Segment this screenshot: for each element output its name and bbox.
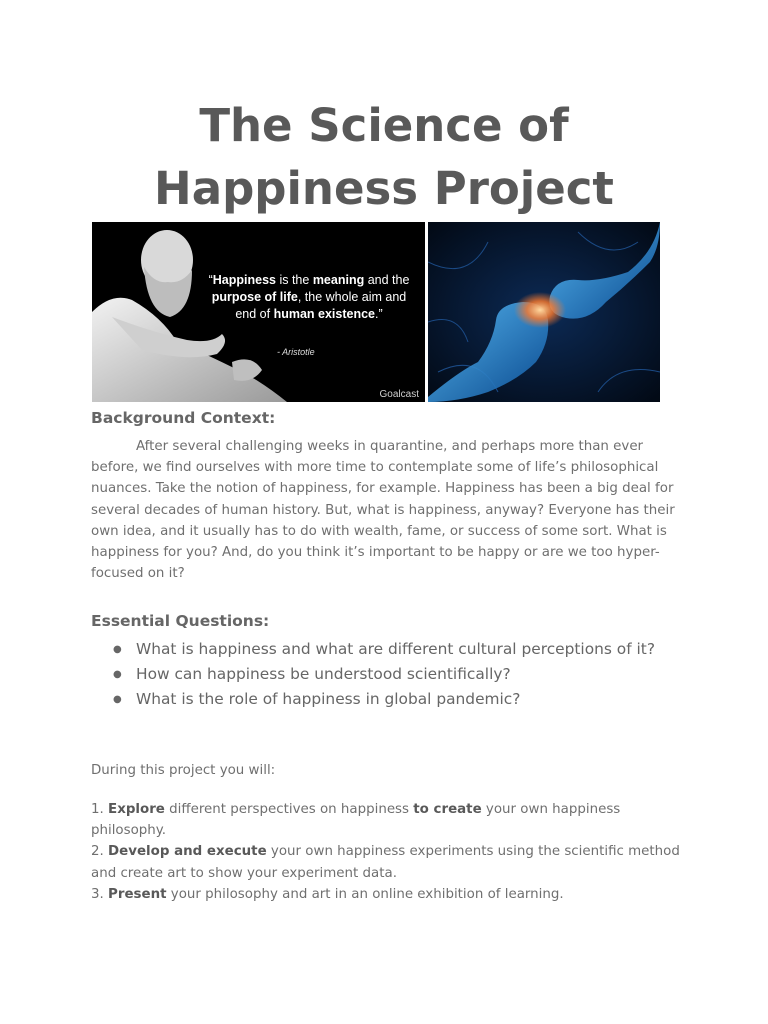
step-text: different perspectives on happiness [164,802,414,817]
list-item [91,799,691,841]
step-number: 2. [91,844,109,860]
quote-open-mark: “ [208,273,213,287]
synapse-illustration [428,222,660,402]
step-text: your own happiness philosophy. [91,802,621,839]
project-steps-list [91,799,691,905]
step-text: your own happiness experiments using the scientific method and create art to show your experiment data. [91,844,680,881]
step-keyword: Present [108,886,167,902]
aristotle-quote-image [92,222,425,402]
quote-word-happiness: Happiness [212,273,276,287]
project-intro: During this project you will: [91,763,276,778]
list-item: ● What is the role of happiness in global pandemic? [91,687,691,712]
step-number: 1. [91,802,109,817]
list-item: ● How can happiness be understood scientifically? [91,662,691,687]
quote-attribution: - Aristotle [277,347,315,357]
list-item: ● What is happiness and what are different cultural perceptions of it? [91,637,691,662]
quote-word-purpose: purpose of life [211,290,298,304]
synapse-image [428,222,660,402]
quote-text [204,272,414,323]
step-number: 3. [91,886,109,902]
page-title [0,94,768,220]
quote-segment: , the whole aim and end of [235,290,407,321]
list-item [91,884,691,905]
goalcast-logo: Goalcast [379,389,419,400]
background-paragraph: After several challenging weeks in quarantine, and perhaps more than ever before, we find ourselves with more time to contemplate some of life’s philosophical nuances. Take the notion of happiness, for example. Happiness has been a big deal for several decades of human history. But, what is happiness, anyway? Everyone has their own idea, and it usually has to do with wealth, fame, or success of some sort. What is happiness for you? And, do you think it’s important to be happy or are we too hyper-focused on it? [91,439,675,582]
step-keyword: Explore [108,802,165,817]
step-keyword: Develop and execute [108,844,267,860]
quote-word-existence: human existence [273,307,376,321]
essential-questions-heading: Essential Questions: [91,612,270,630]
background-heading: Background Context: [91,409,276,427]
quote-close-mark: .” [375,307,383,321]
step-keyword: to create [413,802,482,817]
title-line-1: The Science of [199,99,569,152]
essential-questions-list [91,637,691,712]
list-item [91,841,691,883]
title-line-2: Happiness Project [154,162,614,215]
quote-segment: and the [364,273,410,287]
quote-word-meaning: meaning [312,273,365,287]
step-text: your philosophy and art in an online exhibition of learning. [166,886,564,902]
quote-segment: is the [275,273,313,287]
